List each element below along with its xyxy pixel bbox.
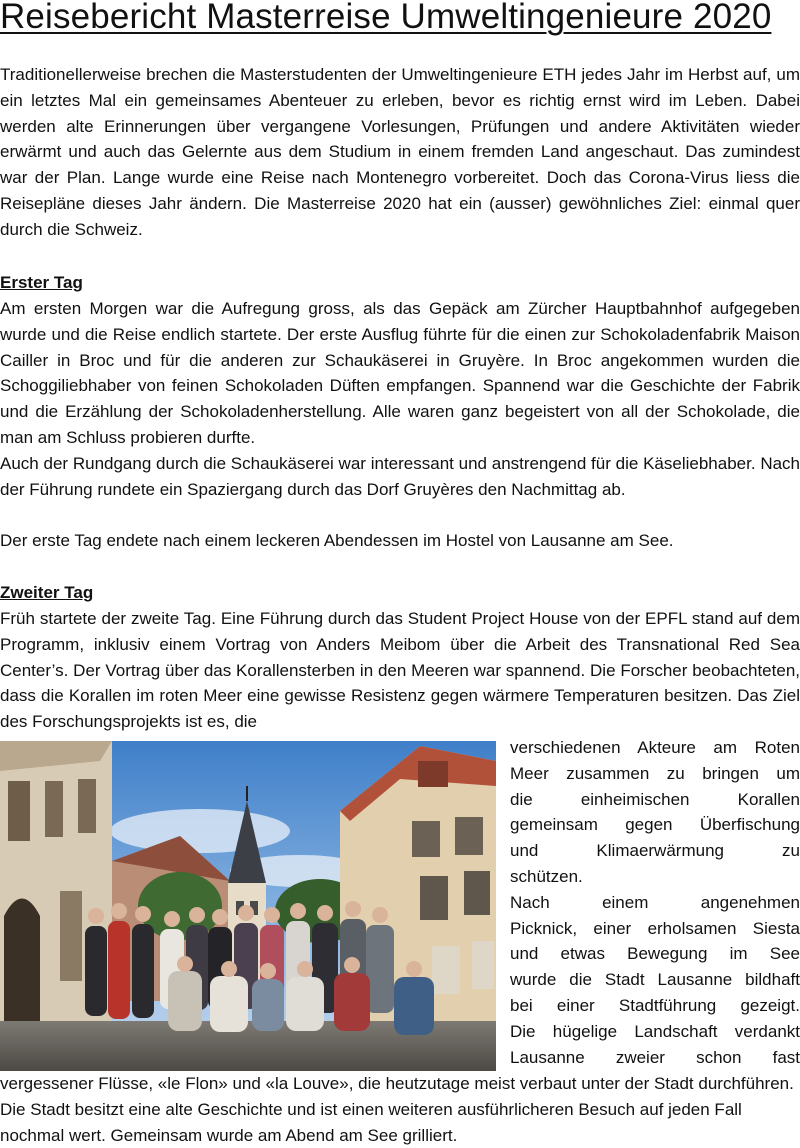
- day2-heading: Zweiter Tag: [0, 583, 94, 602]
- day2-paragraph-end: vergessener Flüsse, «le Flon» und «la Louve», die heutzutage meist verbaut unter der Stadt durchführen. Die Stadt besitzt eine alte Geschichte und ist einen weiteren ausführlicheren Besuch auf jeden Fall nochmal wert. Gemeinsam wurde am Abend am See grilliert.: [0, 1074, 794, 1145]
- photo-side-text: [510, 735, 800, 1070]
- page-title: Reisebericht Masterreise Umweltingenieure 2020: [0, 0, 772, 36]
- day1-paragraph-2: Auch der Rundgang durch die Schaukäserei war interessant und anstrengend für die Käseliebhaber. Nach der Führung rundete ein Spaziergang durch das Dorf Gruyères den Nachmittag ab.: [0, 454, 800, 499]
- side-line: bei einer Stadtführung gezeigt.: [510, 995, 800, 1015]
- group-photo: [0, 741, 496, 1071]
- day1-paragraph-3: Der erste Tag endete nach einem leckeren Abendessen im Hostel von Lausanne am See.: [0, 531, 674, 550]
- side-line: die einheimischen Korallen: [510, 789, 800, 809]
- group-photo-icon: [0, 741, 496, 1071]
- side-line: Nach einem angenehmen: [510, 892, 800, 912]
- day2-paragraph-1: Früh startete der zweite Tag. Eine Führung durch das Student Project House von der EPFL stand auf dem Programm, inklusiv einem Vortrag von Anders Meibom über die Arbeit des Transnational Red Sea Center’s. Der Vortrag über das Korallensterben in den Meeren war spannend. Die Forscher beobachteten, dass die Korallen im roten Meer eine gewisse Resistenz gegen wärmere Temperaturen besitzen. Das Ziel des Forschungsprojekts ist es, die: [0, 609, 800, 732]
- day1-heading: Erster Tag: [0, 273, 83, 292]
- side-line: Picknick, einer erholsamen Siesta: [510, 918, 800, 938]
- day1-paragraph-1: Am ersten Morgen war die Aufregung gross, als das Gepäck am Zürcher Hauptbahnhof aufgegeben wurde und die Reise endlich startete. Der erste Ausflug führte für die einen zur Schokoladenfabrik Maison Cailler in Broc und für die anderen zur Schaukäserei in Gruyère. In Broc angekommen wurden die Schoggiliebhaber von feinen Schokoladen Düften empfangen. Spannend war die Geschichte der Fabrik und die Erzählung der Schokoladenherstellung. Alle waren ganz begeistert von all der Schokolade, die man am Schluss probieren durfte.: [0, 299, 800, 447]
- side-line: Die hügelige Landschaft verdankt: [510, 1021, 800, 1041]
- side-line: und etwas Bewegung im See: [510, 944, 800, 964]
- intro-paragraph: Traditionellerweise brechen die Masterstudenten der Umweltingenieure ETH jedes Jahr im Herbst auf, um ein letztes Mal ein gemeinsames Abenteuer zu erleben, bevor es richtig ernst wird im Leben. Dabei werden alte Erinnerungen über vergangene Vorlesungen, Prüfungen und andere Aktivitäten wieder erwärmt und auch das Gelernte aus dem Studium in einem fremden Land angeschaut. Das zumindest war der Plan. Lange wurde eine Reise nach Montenegro vorbereitet. Doch das Corona-Virus liess die Reisepläne dieses Jahr ändern. Die Masterreise 2020 hat ein (ausser) gewöhnliches Ziel: einmal quer durch die Schweiz.: [0, 65, 800, 239]
- side-line: wurde die Stadt Lausanne bildhaft: [510, 970, 800, 990]
- side-line: und Klimaerwärmung zu: [510, 841, 800, 861]
- side-line: schützen.: [510, 866, 583, 886]
- side-line: verschiedenen Akteure am Roten: [510, 738, 800, 757]
- side-line: Lausanne zweier schon fast: [510, 1047, 800, 1067]
- side-line: gemeinsam gegen Überfischung: [510, 815, 800, 835]
- side-line: Meer zusammen zu bringen um: [510, 763, 800, 783]
